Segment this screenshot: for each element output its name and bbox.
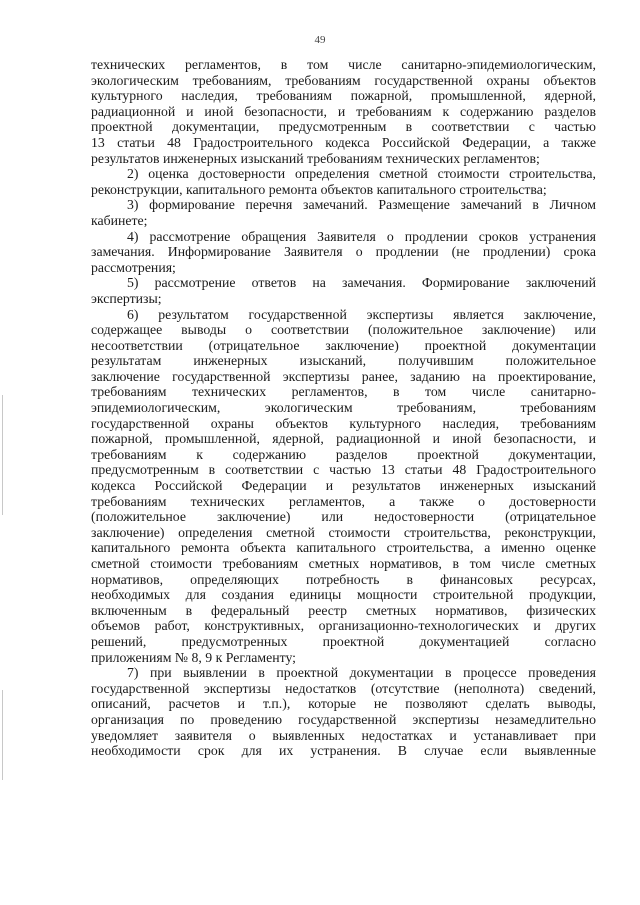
text-line: необходимости срок для их устранения. В случае если выявленные xyxy=(91,743,596,759)
text-line: 5) рассмотрение ответов на замечания. Формирование заключений xyxy=(127,275,596,291)
text-line: организация по проведению государственной экспертизы незамедлительно xyxy=(91,711,596,727)
document-body xyxy=(91,57,596,759)
text-line: проектной документации, предусмотренным в соответствии с частью xyxy=(91,119,596,135)
text-line: объемов работ, конструктивных, организационно-технологических и других xyxy=(91,618,596,634)
text-line: эпидемиологическим, экологическим требованиям, требованиям xyxy=(91,400,596,416)
text-line: государственной экспертизы недостатков (отсутствие (неполнота) сведений, xyxy=(91,680,596,696)
text-line: капитального ремонта объекта капитального строительства, а именно оценке xyxy=(91,540,596,556)
text-line: 6) результатом государственной экспертизы является заключение, xyxy=(127,306,596,322)
text-line: сметной стоимости требованиям сметных нормативов, в том числе сметных xyxy=(91,556,596,571)
text-line: заключение) определения сметной стоимости строительства, реконструкции, xyxy=(91,524,596,540)
text-line: уведомляет заявителя о выявленных недостатках и устанавливает при xyxy=(91,727,596,743)
text-line: реконструкции, капитального ремонта объектов капитального строительства; xyxy=(91,181,547,197)
text-line: содержащее выводы о соответствии (положительное заключение) или xyxy=(91,322,596,338)
text-line: заключение государственной экспертизы ранее, заданию на проектирование, xyxy=(91,368,596,384)
text-line: приложениям № 8, 9 к Регламенту; xyxy=(91,649,296,665)
text-line: экологическим требованиям, требованиям государственной охраны объектов xyxy=(91,72,596,88)
text-line: кабинете; xyxy=(91,212,148,228)
text-line: рассмотрения; xyxy=(91,259,176,275)
text-line: предусмотренным в соответствии с частью 13 статьи 48 Градостроительного xyxy=(91,462,596,478)
text-line: радиационной и иной безопасности, и требованиям к содержанию разделов xyxy=(91,103,596,119)
text-line: нормативов, определяющих потребность в финансовых ресурсах, xyxy=(91,571,596,587)
binding-edge-mark xyxy=(2,395,3,515)
text-line: описаний, расчетов и т.п.), которые не позволяют сделать выводы, xyxy=(91,696,596,712)
text-line: 4) рассмотрение обращения Заявителя о продлении сроков устранения xyxy=(127,228,596,244)
text-line: замечания. Информирование Заявителя о продлении (не продлении) срока xyxy=(91,244,596,260)
text-line: государственной охраны объектов культурного наследия, требованиям xyxy=(91,415,596,431)
text-line: требованиям технических регламентов, в том числе санитарно- xyxy=(91,384,596,400)
text-line: требованиям к содержанию разделов проектной документации, xyxy=(91,446,596,462)
page-number: 49 xyxy=(314,34,326,46)
text-line: 2) оценка достоверности определения сметной стоимости строительства, xyxy=(127,166,596,182)
text-line: кодекса Российской Федерации и результатов инженерных изысканий xyxy=(91,478,596,494)
text-line: включенным в федеральный реестр сметных нормативов, физических xyxy=(91,602,596,618)
text-line: экспертизы; xyxy=(91,290,162,306)
text-line: 13 статьи 48 Градостроительного кодекса Российской Федерации, а также xyxy=(91,134,596,150)
text-line: культурного наследия, требованиям пожарной, промышленной, ядерной, xyxy=(91,88,596,104)
text-line: несоответствии (отрицательное заключение) проектной документации xyxy=(91,337,596,353)
text-line: 3) формирование перечня замечаний. Размещение замечаний в Личном xyxy=(127,197,596,213)
text-line: технических регламентов, в том числе санитарно-эпидемиологическим, xyxy=(91,57,596,72)
text-line: требованиям технических регламентов, а также о достоверности xyxy=(91,493,596,509)
text-line: 7) при выявлении в проектной документации в процессе проведения xyxy=(127,665,596,681)
text-line: результатам инженерных изысканий, получившим положительное xyxy=(91,353,596,369)
text-line: необходимых для создания единицы мощности строительной продукции, xyxy=(91,587,596,603)
binding-edge-mark xyxy=(2,690,3,780)
text-line: пожарной, промышленной, ядерной, радиационной и иной безопасности, и xyxy=(91,431,596,447)
text-line: результатов инженерных изысканий требованиям технических регламентов; xyxy=(91,150,540,166)
text-line: решений, предусмотренных проектной документацией согласно xyxy=(91,633,596,649)
text-line: (положительное заключение) или недостоверности (отрицательное xyxy=(91,509,596,525)
